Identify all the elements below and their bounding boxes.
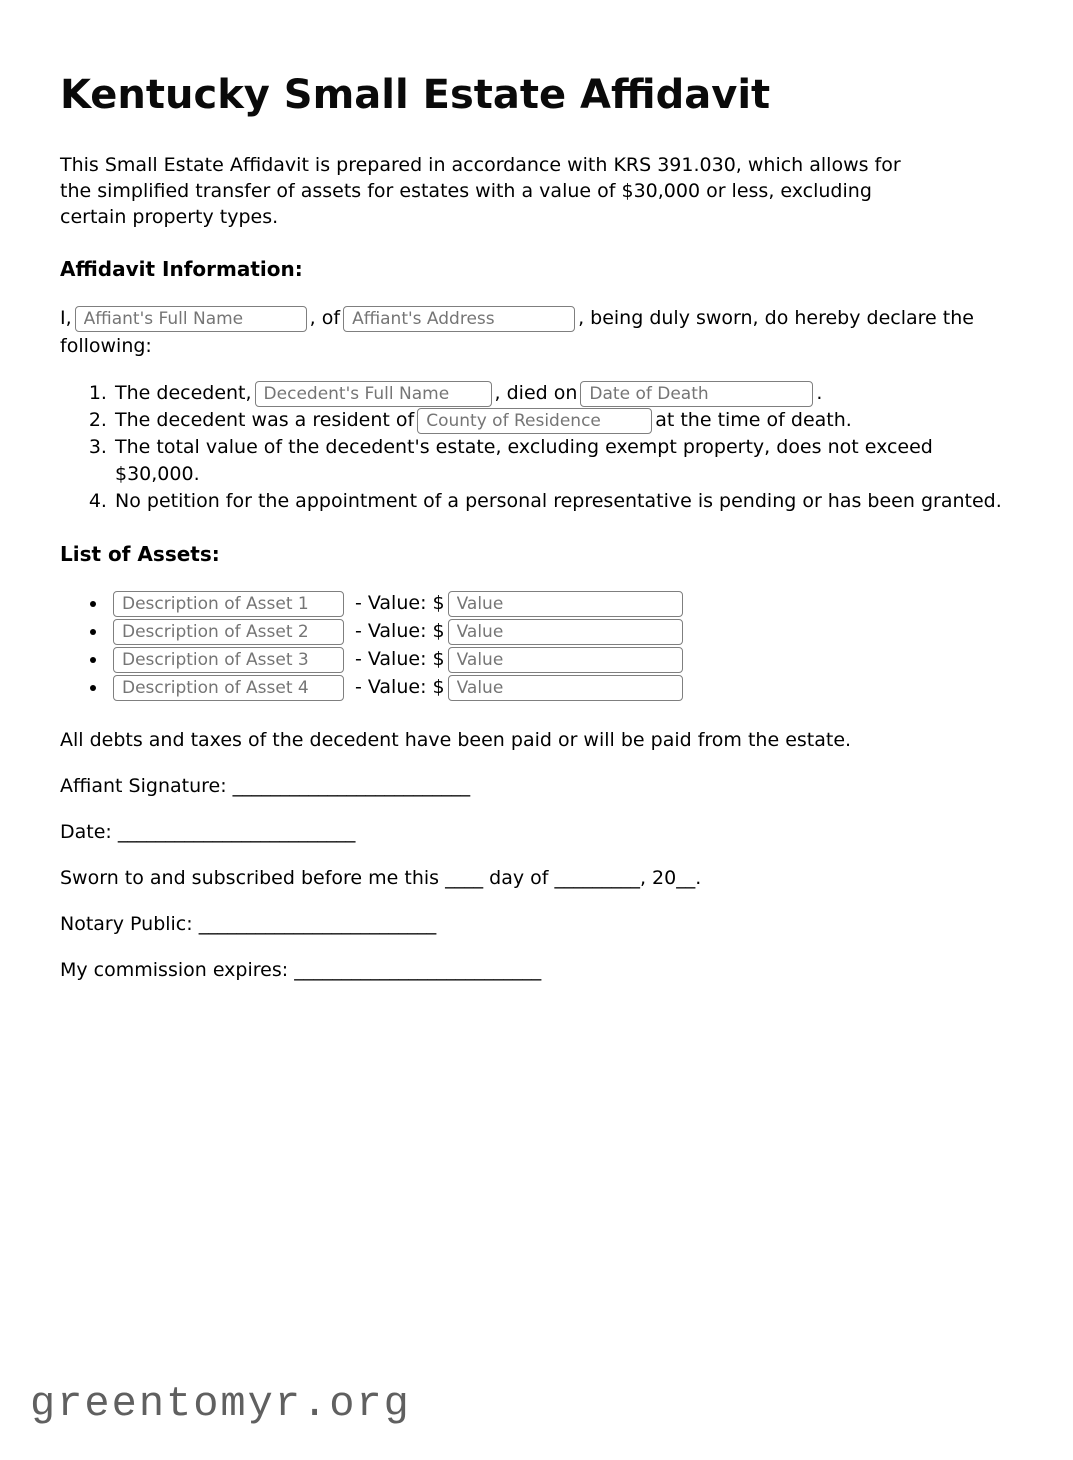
county-of-residence-input[interactable] bbox=[417, 408, 652, 434]
asset-4-value-input[interactable] bbox=[448, 675, 683, 701]
affiant-address-input[interactable] bbox=[343, 306, 575, 332]
list-of-assets-heading: List of Assets: bbox=[60, 542, 220, 566]
intro-line-3: certain property types. bbox=[60, 206, 279, 228]
intro-line-2: the simplified transfer of assets for estates with a value of $30,000 or less, excluding bbox=[60, 180, 872, 202]
date-line: Date: _________________________ bbox=[60, 821, 356, 843]
intro-line-1: This Small Estate Affidavit is prepared in accordance with KRS 391.030, which allows for bbox=[60, 154, 901, 176]
asset-4-value-label: - Value: $ bbox=[355, 676, 445, 698]
asset-1-value-label: - Value: $ bbox=[355, 592, 445, 614]
declaration-pre-text: I, bbox=[60, 307, 72, 329]
declaration-item-decedent bbox=[113, 380, 1008, 407]
declaration-post-text: , being duly sworn, do hereby declare the following: bbox=[60, 307, 974, 357]
item2-pre-text: The decedent was a resident of bbox=[115, 409, 415, 431]
asset-4-description-input[interactable] bbox=[113, 675, 344, 701]
affiant-declaration-sentence bbox=[60, 304, 995, 360]
item1-post-text: . bbox=[816, 382, 823, 404]
declaration-item-no-petition: 4. No petition for the appointment of a personal representative is pending or has been granted. bbox=[113, 488, 1008, 515]
affidavit-information-heading: Affidavit Information: bbox=[60, 257, 303, 281]
debts-statement: All debts and taxes of the decedent have been paid or will be paid from the estate. bbox=[60, 729, 852, 751]
declaration-item-estate-value: 3. The total value of the decedent's estate, excluding exempt property, does not exceed $30,000. bbox=[113, 434, 1008, 488]
asset-3-value-label: - Value: $ bbox=[355, 648, 445, 670]
declaration-item-residence bbox=[113, 407, 1008, 434]
affidavit-page bbox=[0, 72, 1073, 1460]
commission-expires-line: My commission expires: __________________________ bbox=[60, 959, 542, 981]
asset-2-value-input[interactable] bbox=[448, 619, 683, 645]
declaration-mid-text: , of bbox=[309, 307, 341, 329]
intro-paragraph bbox=[60, 152, 1013, 230]
sworn-subscribed-line: Sworn to and subscribed before me this ____ day of _________, 20__. bbox=[60, 867, 702, 889]
affiant-signature-line: Affiant Signature: _________________________ bbox=[60, 775, 471, 797]
affiant-name-input[interactable] bbox=[75, 306, 307, 332]
page-content bbox=[0, 72, 1073, 983]
date-of-death-input[interactable] bbox=[580, 381, 813, 407]
item1-mid-text: , died on bbox=[494, 382, 578, 404]
asset-row-1 bbox=[108, 589, 1013, 617]
watermark: greentomyr.org bbox=[30, 1380, 411, 1428]
assets-list bbox=[60, 589, 1013, 701]
asset-1-value-input[interactable] bbox=[448, 591, 683, 617]
asset-2-value-label: - Value: $ bbox=[355, 620, 445, 642]
declarations-list bbox=[60, 380, 1008, 515]
document-title: Kentucky Small Estate Affidavit bbox=[60, 72, 771, 118]
asset-1-description-input[interactable] bbox=[113, 591, 344, 617]
notary-public-line: Notary Public: _________________________ bbox=[60, 913, 437, 935]
decedent-name-input[interactable] bbox=[255, 381, 492, 407]
asset-3-value-input[interactable] bbox=[448, 647, 683, 673]
asset-3-description-input[interactable] bbox=[113, 647, 344, 673]
item2-post-text: at the time of death. bbox=[655, 409, 852, 431]
asset-row-4 bbox=[108, 673, 1013, 701]
asset-row-3 bbox=[108, 645, 1013, 673]
item1-pre-text: The decedent, bbox=[115, 382, 252, 404]
asset-row-2 bbox=[108, 617, 1013, 645]
asset-2-description-input[interactable] bbox=[113, 619, 344, 645]
